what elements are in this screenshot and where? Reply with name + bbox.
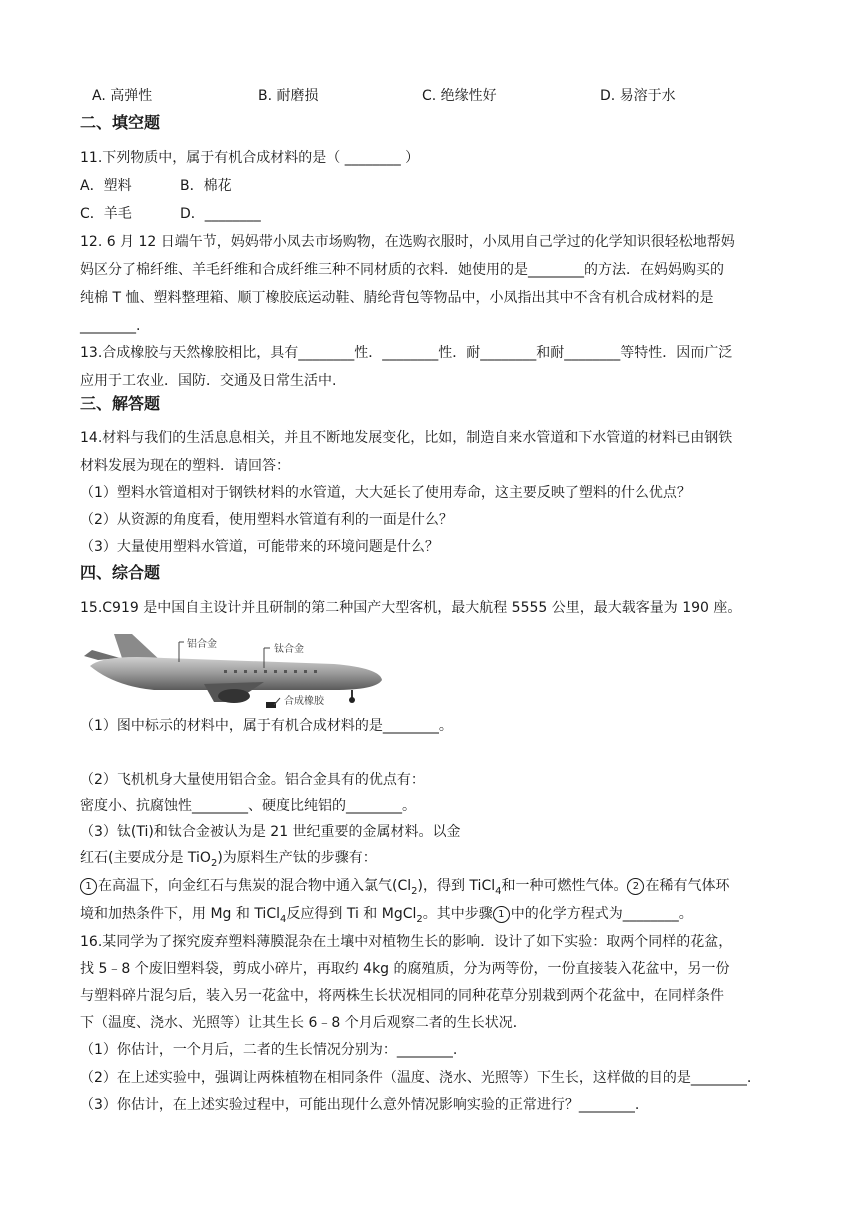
section-heading-answer: 三、解答题 bbox=[80, 394, 161, 413]
q11-option-a: A．塑料 bbox=[80, 178, 132, 194]
label-aluminum-alloy: 铝合金 bbox=[187, 639, 217, 650]
q15-sub-3b-post: )为原料生产钛的步骤有： bbox=[217, 850, 377, 866]
step1-text-b: )，得到 TiCl bbox=[417, 878, 496, 894]
q11-option-c: C．羊毛 bbox=[80, 206, 132, 222]
q16-sub-3: （3）你估计，在上述实验过程中，可能出现什么意外情况影响实验的正常进行？________. bbox=[80, 1097, 640, 1113]
circled-number-1: 1 bbox=[493, 906, 510, 923]
q16-line-4: 下（温度、浇水、光照等）让其生长 6﹣8 个月后观察二者的生长状况． bbox=[80, 1015, 527, 1031]
circled-number-2: 2 bbox=[627, 878, 644, 895]
q15-steps-line-1 bbox=[80, 876, 729, 896]
c919-figure bbox=[84, 628, 384, 708]
q15-sub-2: （2）飞机机身大量使用铝合金。铝合金具有的优点有： bbox=[80, 772, 425, 788]
q11-stem: 11.下列物质中，属于有机合成材料的是（ ________ ） bbox=[80, 150, 420, 166]
label-titanium-alloy: 钛合金 bbox=[274, 644, 304, 655]
step1-text-a: 在高温下，向金红石与焦炭的混合物中通入氯气(Cl bbox=[98, 878, 412, 894]
q15-sub-3b-pre: 红石(主要成分是 TiO bbox=[80, 850, 211, 866]
q10-option-b: B. 耐磨损 bbox=[258, 88, 319, 104]
q14-sub-3: （3）大量使用塑料水管道，可能带来的环境问题是什么？ bbox=[80, 539, 439, 555]
q16-sub-1: （1）你估计，一个月后，二者的生长情况分别为：________. bbox=[80, 1042, 458, 1058]
q10-option-c: C. 绝缘性好 bbox=[422, 88, 497, 104]
subscript-2: 2 bbox=[210, 857, 218, 869]
subscript-2: 2 bbox=[416, 913, 423, 925]
q10-option-a: A. 高弹性 bbox=[92, 88, 153, 104]
subscript-2: 2 bbox=[411, 885, 418, 897]
subscript-4: 4 bbox=[280, 913, 287, 925]
q15-stem: 15.C919 是中国自主设计并且研制的第二种国产大型客机，最大航程 5555 公里，最大载客量为 190 座。 bbox=[80, 600, 742, 616]
subscript-4: 4 bbox=[495, 885, 502, 897]
q12-line-2: 妈区分了棉纤维、羊毛纤维和合成纤维三种不同材质的衣料．她使用的是________的方法．在妈妈购买的 bbox=[80, 262, 724, 278]
section-heading-fill: 二、填空题 bbox=[80, 113, 161, 132]
q10-option-d: D. 易溶于水 bbox=[600, 88, 676, 104]
q12-line-1: 12. 6 月 12 日端午节，妈妈带小凤去市场购物，在选购衣服时，小凤用自己学过的化学知识很轻松地帮妈 bbox=[80, 234, 735, 250]
label-synthetic-rubber: 合成橡胶 bbox=[284, 696, 324, 707]
q15-sub-3b bbox=[80, 848, 377, 868]
airplane-illustration bbox=[84, 628, 384, 708]
q12-line-4: ________. bbox=[80, 318, 141, 334]
q15-sub-1: （1）图中标示的材料中，属于有机合成材料的是________。 bbox=[80, 718, 453, 734]
q16-line-1: 16.某同学为了探究废弃塑料薄膜混杂在土壤中对植物生长的影响．设计了如下实验：取两个同样的花盆， bbox=[80, 934, 733, 950]
q16-line-2: 找 5﹣8 个废旧塑料袋，剪成小碎片，再取约 4kg 的腐殖质，分为两等份，一份直接装入花盆中，另一份 bbox=[80, 961, 730, 977]
q14-sub-1: （1）塑料水管道相对于钢铁材料的水管道，大大延长了使用寿命，这主要反映了塑料的什么优点？ bbox=[80, 485, 691, 501]
q11-option-d: D．________ bbox=[180, 206, 261, 222]
step2-text-a: 在稀有气体环 bbox=[645, 878, 730, 894]
q16-sub-2: （2）在上述实验中，强调让两株植物在相同条件（温度、浇水、光照等）下生长，这样做的目的是________. bbox=[80, 1070, 752, 1086]
q16-line-3: 与塑料碎片混匀后，装入另一花盆中，将两株生长状况相同的同种花草分别栽到两个花盆中，在同样条件 bbox=[80, 988, 724, 1004]
circled-number-1: 1 bbox=[80, 878, 97, 895]
step2-line2-d: 中的化学方程式为________。 bbox=[510, 906, 693, 922]
q14-line-2: 材料发展为现在的塑料．请回答： bbox=[80, 458, 290, 474]
q15-steps-line-2 bbox=[80, 904, 693, 924]
q13-line-2: 应用于工农业．国防．交通及日常生活中. bbox=[80, 373, 337, 389]
q15-sub-2b: 密度小、抗腐蚀性________、硬度比纯铝的________。 bbox=[80, 798, 416, 814]
q14-line-1: 14.材料与我们的生活息息相关，并且不断地发展变化，比如，制造自来水管道和下水管道的材料已由钢铁 bbox=[80, 430, 733, 446]
section-heading-comprehensive: 四、综合题 bbox=[80, 563, 161, 582]
step2-line2-b: 反应得到 Ti 和 MgCl bbox=[286, 906, 417, 922]
q14-sub-2: （2）从资源的角度看，使用塑料水管道有利的一面是什么？ bbox=[80, 512, 453, 528]
q13-line-1: 13.合成橡胶与天然橡胶相比，具有________性．________性．耐________和耐________等特性．因而广泛 bbox=[80, 345, 733, 361]
step2-line2-c: 。其中步骤 bbox=[422, 906, 493, 922]
q12-line-3: 纯棉 T 恤、塑料整理箱、顺丁橡胶底运动鞋、腈纶背包等物品中，小凤指出其中不含有机合成材料的是 bbox=[80, 290, 714, 306]
q15-sub-3a: （3）钛(Ti)和钛合金被认为是 21 世纪重要的金属材料。以金 bbox=[80, 824, 461, 840]
step1-text-c: 和一种可燃性气体。 bbox=[501, 878, 628, 894]
step2-line2-a: 境和加热条件下，用 Mg 和 TiCl bbox=[80, 906, 280, 922]
q11-option-b: B．棉花 bbox=[180, 178, 232, 194]
